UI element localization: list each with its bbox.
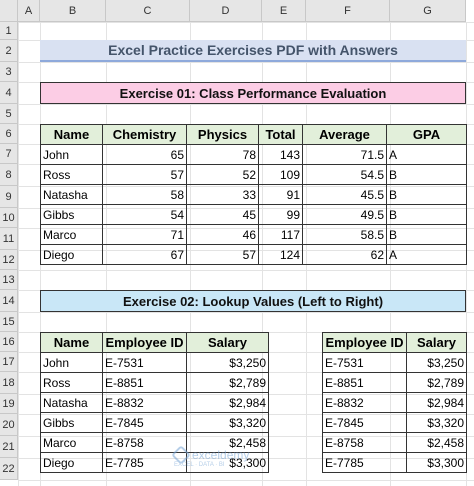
class-performance-cell[interactable]: 62 <box>303 245 387 265</box>
employee-row <box>41 413 269 433</box>
class-performance-row <box>41 245 467 265</box>
lookup-result-cell[interactable]: $2,984 <box>407 393 467 413</box>
class-performance-header-cell[interactable]: Average <box>303 125 387 145</box>
employee-cell[interactable]: E-8851 <box>103 373 187 393</box>
lookup-result-table <box>322 332 467 473</box>
employee-cell[interactable]: $2,458 <box>187 433 269 453</box>
row-header-12[interactable]: 12 <box>0 250 18 270</box>
row-header-19[interactable]: 19 <box>0 394 18 414</box>
class-performance-cell[interactable]: 109 <box>259 165 303 185</box>
row-header-14[interactable]: 14 <box>0 290 18 312</box>
row-header-9[interactable]: 9 <box>0 186 18 208</box>
class-performance-cell[interactable]: A <box>387 145 467 165</box>
employee-row <box>41 393 269 413</box>
employee-cell[interactable]: Natasha <box>41 393 103 413</box>
exercise2-title-text: Exercise 02: Lookup Values (Left to Right) <box>122 293 384 309</box>
employee-cell[interactable]: E-7845 <box>103 413 187 433</box>
employee-table-header-row <box>41 333 269 353</box>
lookup-result-cell[interactable]: E-8832 <box>323 393 407 413</box>
class-performance-header-cell[interactable]: Total <box>259 125 303 145</box>
class-performance-cell[interactable]: Natasha <box>41 185 103 205</box>
employee-row <box>41 353 269 373</box>
class-performance-cell[interactable]: John <box>41 145 103 165</box>
exercise2-title[interactable] <box>40 290 466 312</box>
class-performance-cell[interactable]: 57 <box>187 245 259 265</box>
row-header-5[interactable]: 5 <box>0 104 18 124</box>
employee-header-cell[interactable]: Employee ID <box>103 333 187 353</box>
lookup-result-cell[interactable]: E-7785 <box>323 453 407 473</box>
class-performance-header-cell[interactable]: Physics <box>187 125 259 145</box>
lookup-result-row <box>323 393 467 413</box>
column-header-f[interactable]: F <box>306 0 390 22</box>
class-performance-cell[interactable]: B <box>387 225 467 245</box>
lookup-result-cell[interactable]: $2,789 <box>407 373 467 393</box>
column-header-d[interactable]: D <box>190 0 262 22</box>
class-performance-cell[interactable]: 67 <box>103 245 187 265</box>
row-header-7[interactable]: 7 <box>0 144 18 164</box>
class-performance-cell[interactable]: Ross <box>41 165 103 185</box>
class-performance-row <box>41 145 467 165</box>
class-performance-header-cell[interactable]: Name <box>41 125 103 145</box>
class-performance-cell[interactable]: Diego <box>41 245 103 265</box>
class-performance-cell[interactable]: A <box>387 245 467 265</box>
row-header-8[interactable]: 8 <box>0 164 18 186</box>
class-performance-cell[interactable]: 33 <box>187 185 259 205</box>
column-header-g[interactable]: G <box>390 0 466 22</box>
row-header-16[interactable]: 16 <box>0 332 18 352</box>
row-header-21[interactable]: 21 <box>0 436 18 458</box>
lookup-result-cell[interactable]: $3,300 <box>407 453 467 473</box>
lookup-result-row <box>323 373 467 393</box>
gridline-horizontal <box>18 270 474 271</box>
employee-cell[interactable]: $3,300 <box>187 453 269 473</box>
lookup-result-row <box>323 413 467 433</box>
class-performance-header-cell[interactable]: GPA <box>387 125 467 145</box>
employee-cell[interactable]: E-8758 <box>103 433 187 453</box>
class-performance-cell[interactable]: 57 <box>103 165 187 185</box>
lookup-result-header-cell[interactable]: Employee ID <box>323 333 407 353</box>
employee-cell[interactable]: $2,984 <box>187 393 269 413</box>
lookup-result-cell[interactable]: E-8851 <box>323 373 407 393</box>
lookup-result-cell[interactable]: E-7845 <box>323 413 407 433</box>
lookup-result-cell[interactable]: $2,458 <box>407 433 467 453</box>
gridline-horizontal <box>18 312 474 313</box>
row-header-3[interactable]: 3 <box>0 62 18 82</box>
exercise1-title[interactable] <box>40 82 466 104</box>
gridline-horizontal <box>18 104 474 105</box>
employee-cell[interactable]: E-7785 <box>103 453 187 473</box>
gridline-horizontal <box>18 480 474 481</box>
exceldemy-watermark <box>174 448 250 468</box>
class-performance-cell[interactable]: B <box>387 205 467 225</box>
class-performance-row <box>41 185 467 205</box>
row-header-4[interactable]: 4 <box>0 82 18 104</box>
class-performance-cell[interactable]: 71 <box>103 225 187 245</box>
class-performance-row <box>41 205 467 225</box>
class-performance-cell[interactable]: B <box>387 165 467 185</box>
row-header-18[interactable]: 18 <box>0 372 18 394</box>
class-performance-cell[interactable]: 45.5 <box>303 185 387 205</box>
row-header-20[interactable]: 20 <box>0 414 18 436</box>
row-header-22[interactable]: 22 <box>0 458 18 480</box>
watermark-brand: exceldemy <box>192 448 250 462</box>
class-performance-cell[interactable]: 124 <box>259 245 303 265</box>
class-performance-cell[interactable]: 58 <box>103 185 187 205</box>
column-header-c[interactable]: C <box>106 0 190 22</box>
employee-cell[interactable]: $3,250 <box>187 353 269 373</box>
class-performance-header-row <box>41 125 467 145</box>
class-performance-cell[interactable]: 143 <box>259 145 303 165</box>
row-header-10[interactable]: 10 <box>0 208 18 228</box>
employee-cell[interactable]: Diego <box>41 453 103 473</box>
watermark-tagline: EXCEL · DATA · BI <box>174 462 225 468</box>
employee-cell[interactable]: Marco <box>41 433 103 453</box>
employee-cell[interactable]: John <box>41 353 103 373</box>
class-performance-cell[interactable]: Marco <box>41 225 103 245</box>
employee-cell[interactable]: Ross <box>41 373 103 393</box>
class-performance-cell[interactable]: Gibbs <box>41 205 103 225</box>
class-performance-cell[interactable]: 78 <box>187 145 259 165</box>
employee-cell[interactable]: $2,789 <box>187 373 269 393</box>
lookup-result-cell[interactable]: $3,320 <box>407 413 467 433</box>
class-performance-cell[interactable]: 46 <box>187 225 259 245</box>
class-performance-cell[interactable]: 71.5 <box>303 145 387 165</box>
class-performance-row <box>41 165 467 185</box>
class-performance-cell[interactable]: 54 <box>103 205 187 225</box>
class-performance-cell[interactable]: 58.5 <box>303 225 387 245</box>
class-performance-cell[interactable]: 52 <box>187 165 259 185</box>
class-performance-cell[interactable]: 54.5 <box>303 165 387 185</box>
row-header-6[interactable]: 6 <box>0 124 18 144</box>
main-title[interactable] <box>40 40 466 62</box>
employee-cell[interactable]: E-8832 <box>103 393 187 413</box>
row-header-1[interactable]: 1 <box>0 22 18 40</box>
employee-header-cell[interactable]: Salary <box>187 333 269 353</box>
exercise1-title-text: Exercise 01: Class Performance Evaluation <box>119 85 387 101</box>
employee-cell[interactable]: E-7531 <box>103 353 187 373</box>
main-title-text: Excel Practice Exercises PDF with Answers <box>108 42 398 58</box>
row-header-13[interactable]: 13 <box>0 270 18 290</box>
class-performance-cell[interactable]: 65 <box>103 145 187 165</box>
class-performance-cell[interactable]: 91 <box>259 185 303 205</box>
lookup-result-row <box>323 353 467 373</box>
employee-cell[interactable]: Gibbs <box>41 413 103 433</box>
row-header-11[interactable]: 11 <box>0 228 18 250</box>
select-all-corner[interactable] <box>0 0 18 22</box>
row-header-2[interactable]: 2 <box>0 40 18 62</box>
lookup-result-cell[interactable]: $3,250 <box>407 353 467 373</box>
class-performance-row <box>41 225 467 245</box>
gridline-horizontal <box>18 62 474 63</box>
row-header-17[interactable]: 17 <box>0 352 18 372</box>
employee-header-cell[interactable]: Name <box>41 333 103 353</box>
class-performance-cell[interactable]: 99 <box>259 205 303 225</box>
class-performance-cell[interactable]: 45 <box>187 205 259 225</box>
lookup-result-row <box>323 453 467 473</box>
lookup-result-row <box>323 433 467 453</box>
lookup-result-cell[interactable]: E-8758 <box>323 433 407 453</box>
lookup-result-header-row <box>323 333 467 353</box>
column-header-b[interactable]: B <box>40 0 106 22</box>
gridline-vertical <box>18 22 19 486</box>
class-performance-cell[interactable]: 49.5 <box>303 205 387 225</box>
class-performance-cell[interactable]: B <box>387 185 467 205</box>
employee-row <box>41 373 269 393</box>
class-performance-cell[interactable]: 117 <box>259 225 303 245</box>
lookup-result-cell[interactable]: E-7531 <box>323 353 407 373</box>
column-header-e[interactable]: E <box>262 0 306 22</box>
row-header-15[interactable]: 15 <box>0 312 18 332</box>
class-performance-table <box>40 124 467 265</box>
gridline-horizontal <box>18 22 474 23</box>
employee-cell[interactable]: $3,320 <box>187 413 269 433</box>
lookup-result-header-cell[interactable]: Salary <box>407 333 467 353</box>
class-performance-header-cell[interactable]: Chemistry <box>103 125 187 145</box>
column-header-a[interactable]: A <box>18 0 40 22</box>
